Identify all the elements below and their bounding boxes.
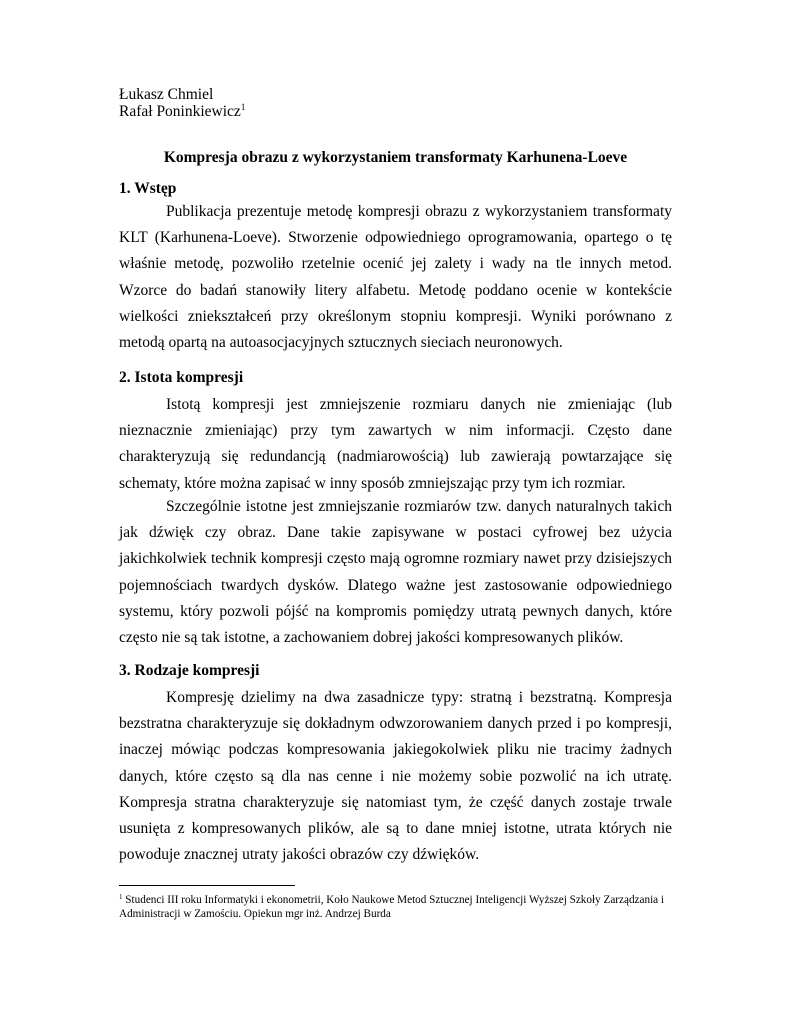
author-name: [119, 103, 245, 120]
section-heading-essence: 2. Istota kompresji: [119, 369, 244, 386]
footnote-divider: [119, 885, 295, 886]
author-name-text: Rafał Poninkiewicz: [119, 103, 241, 120]
paragraph: Istotą kompresji jest zmniejszenie rozmiaru danych nie zmieniając (lub nieznacznie zmieniając) przy tym zawartych w nim informacji. Często dane charakteryzują się redundancją (nadmiarowością) lub zawierają powtarzające się schematy, które można zapisać w inny sposób zmniejszając przy tym ich rozmiar.: [119, 396, 672, 492]
section-heading-types: 3. Rodzaje kompresji: [119, 662, 260, 679]
authors-block: [119, 86, 245, 120]
paragraph: Kompresję dzielimy na dwa zasadnicze typy: stratną i bezstratną. Kompresja bezstratna charakteryzuje się dokładnym odwzorowaniem danych przed i po kompresji, inaczej mówiąc podczas kompresowania jakiegokolwiek pliku nie tracimy żadnych danych, które często są dla nas cenne i nie możemy sobie pozwolić na ich utratę. Kompresja stratna charakteryzuje się natomiast tym, że część danych zostaje trwale usunięta z kompresowanych plików, ale są to dane mniej istotne, utrata których nie powoduje znacznej utraty jakości obrazów czy dźwięków.: [119, 689, 672, 864]
footnote-marker: 1: [240, 102, 246, 112]
paragraph: Publikacja prezentuje metodę kompresji obrazu z wykorzystaniem transformaty KLT (Karhunena-Loeve). Stworzenie odpowiedniego oprogramowania, opartego o tę właśnie metodę, pozwoliło rzetelnie ocenić jej zalety i wady na tle innych metod. Wzorce do badań stanowiły litery alfabetu. Metodę poddano ocenie w kontekście wielkości zniekształceń przy określonym stopniu kompresji. Wyniki porównano z metodą opartą na autoasocjacyjnych sztucznych sieciach neuronowych.: [119, 203, 672, 352]
paper-title: Kompresja obrazu z wykorzystaniem transformaty Karhunena-Loeve: [163, 149, 628, 166]
footnote: [119, 893, 679, 921]
footnote-marker: 1: [119, 893, 123, 901]
footnote-text: Studenci III roku Informatyki i ekonometrii, Koło Naukowe Metod Sztucznej Inteligencji Wyższej Szkoły Zarządzania i Administracji w Zamościu. Opiekun mgr inż. Andrzej Burda: [119, 894, 665, 920]
author-name: Łukasz Chmiel: [119, 86, 214, 103]
paragraph: Szczególnie istotne jest zmniejszanie rozmiarów tzw. danych naturalnych takich jak dźwięk czy obraz. Dane takie zapisywane w postaci cyfrowej bez użycia jakichkolwiek technik kompresji często mają ogromne rozmiary nawet przy dzisiejszych pojemnościach twardych dysków. Dlatego ważne jest zastosowanie odpowiedniego systemu, który pozwoli pójść na kompromis pomiędzy utratą pewnych danych, które często nie są tak istotne, a zachowaniem dobrej jakości kompresowanych plików.: [119, 498, 672, 647]
section-heading-intro: 1. Wstęp: [119, 180, 177, 197]
